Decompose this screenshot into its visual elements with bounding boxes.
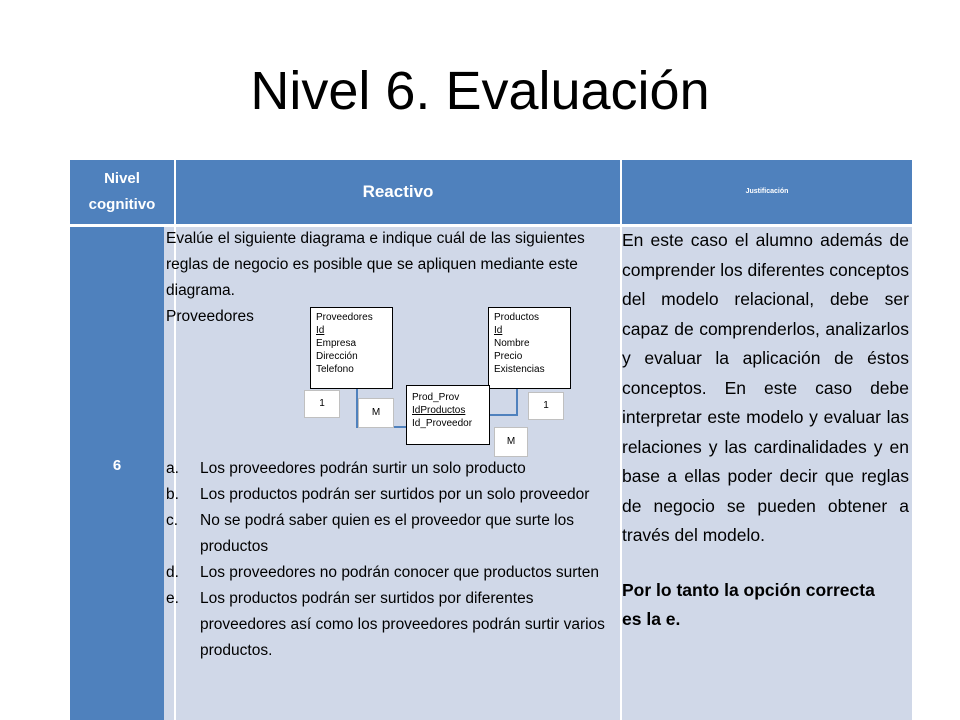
entity-field: Dirección	[316, 351, 358, 362]
option-text: Los proveedores podrán surtir un solo producto	[200, 460, 526, 477]
entity-prod-prov	[406, 385, 490, 445]
entity-proveedores	[310, 307, 393, 389]
entity-productos	[488, 307, 571, 389]
option-text: No se podrá saber quien es el proveedor que surte los productos	[200, 512, 574, 555]
option-letter: c.	[166, 512, 179, 529]
option-letter: e.	[166, 590, 179, 607]
cardinality-label: 1	[528, 392, 564, 420]
answer-options	[166, 456, 621, 664]
justificacion-cell	[622, 226, 909, 634]
entity-title: Proveedores	[316, 312, 373, 323]
justificacion-conclusion: Por lo tanto la opción correcta es la e.	[622, 579, 875, 629]
cardinality-label: M	[358, 398, 394, 428]
level-cell	[70, 227, 164, 720]
slide-title: Nivel 6. Evaluación	[250, 61, 710, 121]
relationship-line	[490, 414, 518, 416]
option-e	[166, 586, 621, 664]
proveedores-label: Proveedores	[166, 308, 254, 325]
level-number: 6	[112, 457, 122, 474]
justificacion-text: En este caso el alumno además de comprender los diferentes conceptos del modelo relacional, debe ser capaz de comprenderlos, analizarlos y evaluar la aplicación de éstos conceptos. En este caso debe interpretar este modelo y evaluar las relaciones y las cardinalidades y en base a ellas poder decir que reglas de negocio se pueden obtener a través del modelo.	[622, 230, 909, 545]
option-letter: a.	[166, 460, 179, 477]
entity-field: Id_Proveedor	[412, 418, 473, 429]
entity-title: Prod_Prov	[412, 392, 460, 403]
entity-field: Precio	[494, 351, 523, 362]
relationship-line	[516, 389, 518, 415]
entity-field: Existencias	[494, 364, 545, 375]
entity-field: IdProductos	[412, 405, 466, 416]
entity-field: Id	[316, 325, 325, 336]
header-reactivo: Reactivo	[176, 160, 620, 224]
evaluation-table	[70, 160, 912, 720]
cardinality-label: 1	[304, 390, 340, 418]
entity-title: Productos	[494, 312, 540, 323]
header-nivel-label: Nivel cognitivo	[88, 170, 156, 213]
header-justificacion: Justificación	[622, 160, 912, 224]
question-intro: Evalúe el siguiente diagrama e indique cuál de las siguientes reglas de negocio es posible que se apliquen mediante este diagrama.	[166, 230, 585, 299]
option-a	[166, 456, 621, 482]
header-nivel-cognitivo	[70, 160, 174, 224]
cardinality-label: M	[494, 427, 528, 457]
option-b	[166, 482, 621, 508]
option-letter: d.	[166, 564, 179, 581]
option-c	[166, 508, 621, 560]
entity-field: Empresa	[316, 338, 357, 349]
entity-field: Nombre	[494, 338, 530, 349]
option-text: Los proveedores no podrán conocer que productos surten	[200, 564, 599, 581]
option-text: Los productos podrán ser surtidos por un solo proveedor	[200, 486, 590, 503]
entity-field: Telefono	[316, 364, 354, 375]
entity-field: Id	[494, 325, 503, 336]
option-d	[166, 560, 621, 586]
option-letter: b.	[166, 486, 179, 503]
option-text: Los productos podrán ser surtidos por diferentes proveedores así como los proveedores podrán surtir varios productos.	[200, 590, 605, 659]
